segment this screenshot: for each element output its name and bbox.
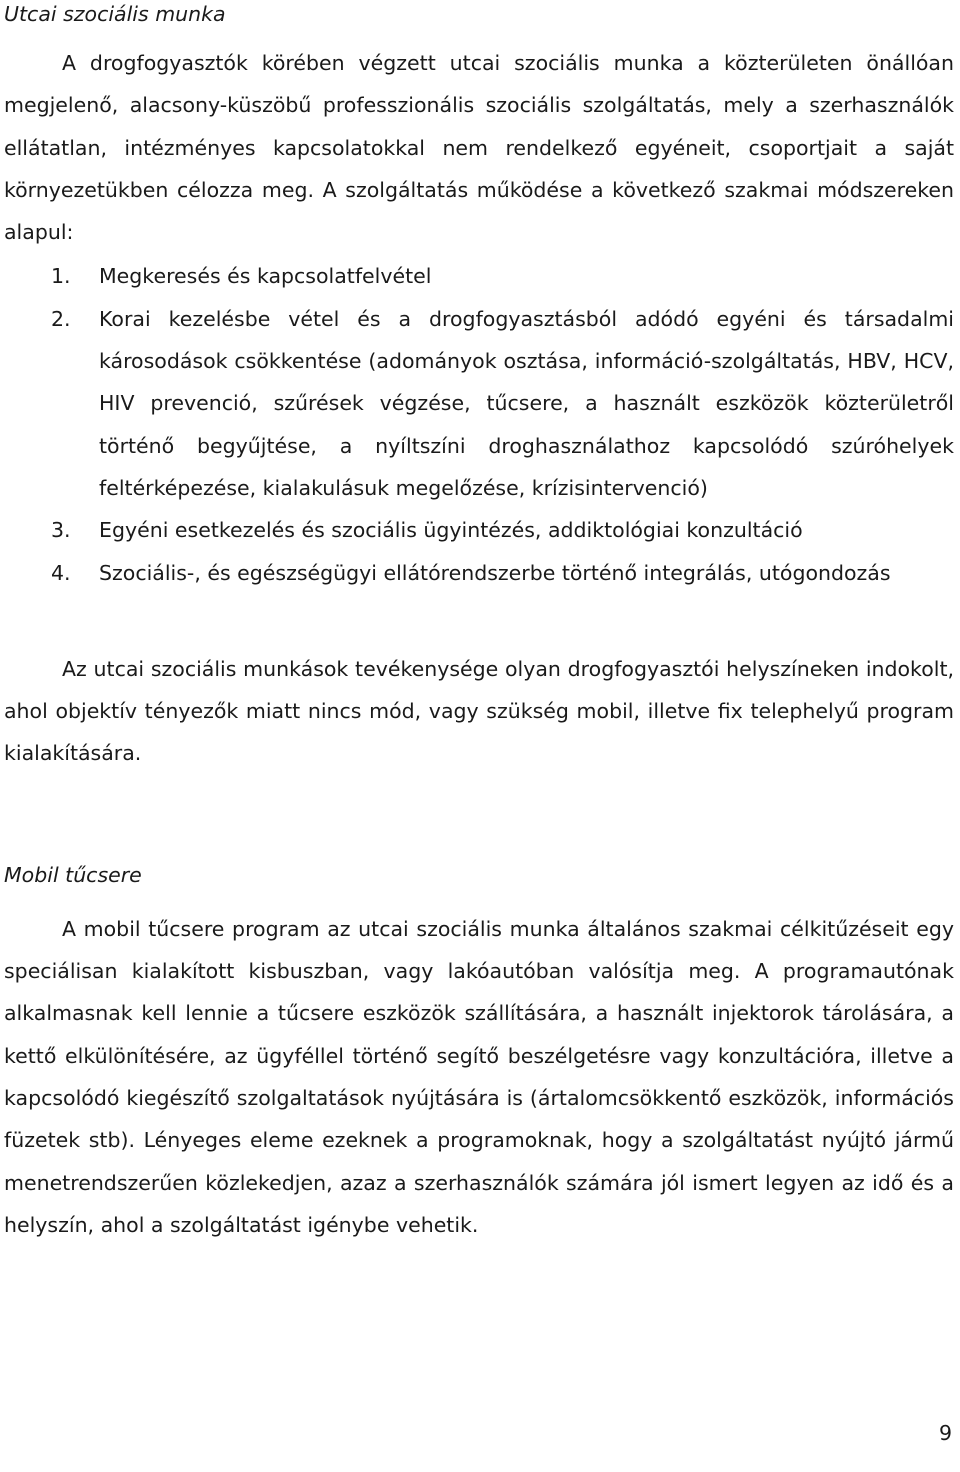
list-item-number: 3.	[51, 518, 71, 543]
list-item	[4, 552, 954, 594]
list-item-number: 1.	[51, 264, 71, 289]
list-item-number: 4.	[51, 560, 71, 585]
list-item	[4, 509, 954, 551]
section-heading-street-social-work: Utcai szociális munka	[4, 2, 226, 26]
street-workers-paragraph: Az utcai szociális munkások tevékenysége olyan drogfogyasztói helyszíneken indokolt, ahol objektív tényezők miatt nincs mód, vagy szükség mobil, illetve fix telephelyű program kialakítására.	[4, 656, 954, 766]
list-item-text: Egyéni esetkezelés és szociális ügyintézés, addiktológiai konzultáció	[99, 518, 803, 543]
list-item-text: Megkeresés és kapcsolatfelvétel	[99, 264, 432, 289]
section-heading-mobile-needle-exchange: Mobil tűcsere	[4, 862, 142, 887]
list-item-text: Szociális-, és egészségügyi ellátórendszerbe történő integrálás, utógondozás	[99, 560, 891, 585]
mobile-needle-exchange-paragraph: A mobil tűcsere program az utcai szociális munka általános szakmai célkitűzéseit egy speciálisan kialakított kisbuszban, vagy lakóautóban valósítja meg. A programautónak alkalmasnak kell lennie a tűcsere eszközök szállítására, a használt injektorok tárolására, a kettő elkülönítésére, az ügyféllel történő segítő beszélgetésre vagy konzultációra, illetve a kapcsolódó kiegészítő szolgaltatások nyújtására is (ártalomcsökkentő eszközök, információs füzetek stb). Lényeges eleme ezeknek a programoknak, hogy a szolgáltatást nyújtó jármű menetrendszerűen közlekedjen, azaz a szerhasználók számára jól ismert legyen az idő és a helyszín, ahol a szolgáltatást igénybe vehetik.	[4, 916, 954, 1237]
list-item	[4, 255, 954, 297]
list-item	[4, 298, 954, 509]
list-item-text: Korai kezelésbe vétel és a drogfogyasztásból adódó egyéni és társadalmi károsodások csökkentése (adományok osztása, információ-szolgáltatás, HBV, HCV, HIV prevenció, szűrések végzése, tűcsere, a használt eszközök közterületről történő begyűjtése, a nyíltszíni droghasználathoz kapcsolódó szúróhelyek feltérképezése, kialakulásuk megelőzése, krízisintervenció)	[99, 306, 954, 500]
document-page	[4, 0, 954, 1246]
page-number: 9	[938, 1421, 952, 1445]
intro-paragraph: A drogfogyasztók körében végzett utcai szociális munka a közterületen önállóan megjelenő, alacsony-küszöbű professzionális szociális szolgáltatás, mely a szerhasználók ellátatlan, intézményes kapcsolatokkal nem rendelkező egyéneit, csoportjait a saját környezetükben célozza meg. A szolgáltatás működése a következő szakmai módszereken alapul:	[4, 51, 954, 245]
methods-list	[4, 255, 954, 593]
list-item-number: 2.	[51, 306, 71, 331]
